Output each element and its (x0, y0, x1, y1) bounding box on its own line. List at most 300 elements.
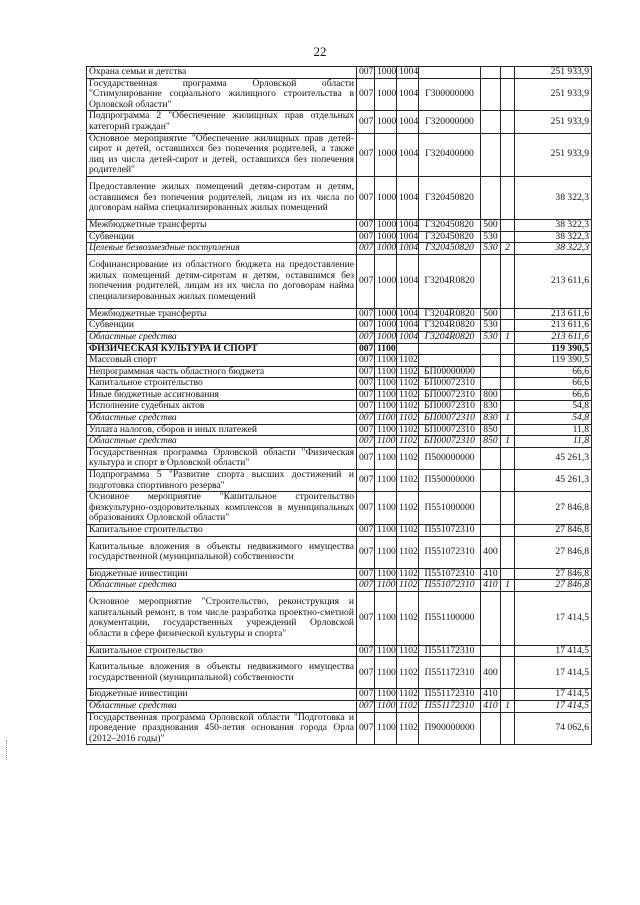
table-row (87, 645, 592, 657)
code-subsection (397, 343, 419, 355)
row-sum: 54,8 (515, 413, 592, 425)
code-source (501, 111, 515, 133)
code-expense-type (481, 176, 501, 219)
code-section: 1100 (375, 470, 397, 492)
code-target: БП00072310 (419, 401, 481, 413)
code-target: П900000000 (419, 712, 481, 745)
code-section: 1100 (375, 645, 397, 657)
table-row (87, 366, 592, 378)
code-target: П551072310 (419, 580, 481, 592)
code-subsection: 1102 (397, 591, 419, 645)
code-expense-type: 530 (481, 320, 501, 332)
row-sum: 251 933,9 (515, 67, 592, 79)
code-source (501, 389, 515, 401)
row-name: Массовый спорт (87, 355, 357, 367)
code-admin: 007 (357, 568, 375, 580)
code-expense-type: 500 (481, 308, 501, 320)
code-subsection: 1102 (397, 536, 419, 568)
code-section: 1100 (375, 366, 397, 378)
code-expense-type (481, 492, 501, 525)
code-target: П551000000 (419, 492, 481, 525)
code-section: 1100 (375, 447, 397, 469)
code-section: 1000 (375, 243, 397, 255)
code-source (501, 424, 515, 436)
code-source (501, 219, 515, 231)
row-name: Субвенции (87, 320, 357, 332)
table-row (87, 389, 592, 401)
code-subsection: 1102 (397, 447, 419, 469)
row-sum: 38 322,3 (515, 231, 592, 243)
code-target: БП00072310 (419, 436, 481, 448)
code-source (501, 401, 515, 413)
code-subsection: 1004 (397, 331, 419, 343)
code-source (501, 591, 515, 645)
code-section: 1100 (375, 525, 397, 537)
code-expense-type (481, 78, 501, 111)
row-name: Областные средства (87, 580, 357, 592)
code-section: 1100 (375, 712, 397, 745)
row-sum: 213 611,6 (515, 331, 592, 343)
code-subsection: 1004 (397, 219, 419, 231)
code-expense-type: 410 (481, 568, 501, 580)
row-name: Государственная программа Орловской области "Стимулирование социального жилищного строительства в Орловской области" (87, 78, 357, 111)
code-admin: 007 (357, 389, 375, 401)
code-admin: 007 (357, 700, 375, 712)
code-subsection: 1102 (397, 436, 419, 448)
code-subsection: 1102 (397, 389, 419, 401)
code-admin: 007 (357, 645, 375, 657)
code-target: БП00000000 (419, 366, 481, 378)
row-name: Бюджетные инвестиции (87, 689, 357, 701)
code-section: 1100 (375, 580, 397, 592)
code-admin: 007 (357, 308, 375, 320)
code-target: П551172310 (419, 689, 481, 701)
code-admin: 007 (357, 689, 375, 701)
code-section: 1100 (375, 689, 397, 701)
code-admin: 007 (357, 657, 375, 689)
table-row (87, 591, 592, 645)
code-expense-type (481, 67, 501, 79)
code-source (501, 657, 515, 689)
code-target: П551172310 (419, 645, 481, 657)
table-row (87, 413, 592, 425)
code-section: 1000 (375, 176, 397, 219)
code-expense-type (481, 591, 501, 645)
code-subsection: 1102 (397, 366, 419, 378)
row-sum: 66,6 (515, 378, 592, 390)
code-expense-type (481, 111, 501, 133)
code-target: Г320450820 (419, 231, 481, 243)
table-row (87, 308, 592, 320)
code-source: 1 (501, 436, 515, 448)
code-expense-type: 500 (481, 219, 501, 231)
code-expense-type (481, 355, 501, 367)
row-sum: 38 322,3 (515, 219, 592, 231)
code-admin: 007 (357, 331, 375, 343)
table-row (87, 219, 592, 231)
code-admin: 007 (357, 176, 375, 219)
code-source (501, 176, 515, 219)
budget-table (86, 66, 592, 745)
row-name: Основное мероприятие "Строительство, реконструкция и капитальный ремонт, в том числе разработка проектно-сметной документации, государственных учреждений Орловской области в сфере физической культуры и спорта" (87, 591, 357, 645)
code-admin: 007 (357, 254, 375, 308)
row-sum: 11,8 (515, 424, 592, 436)
code-admin: 007 (357, 591, 375, 645)
code-source (501, 536, 515, 568)
table-row (87, 343, 592, 355)
code-section: 1000 (375, 111, 397, 133)
code-subsection: 1102 (397, 378, 419, 390)
table-row (87, 67, 592, 79)
code-source: 1 (501, 331, 515, 343)
code-expense-type: 800 (481, 389, 501, 401)
code-target: П550000000 (419, 470, 481, 492)
code-section: 1000 (375, 133, 397, 176)
table-row (87, 355, 592, 367)
code-subsection: 1004 (397, 111, 419, 133)
code-source: 1 (501, 700, 515, 712)
code-source (501, 366, 515, 378)
row-sum: 74 062,6 (515, 712, 592, 745)
code-admin: 007 (357, 343, 375, 355)
code-subsection: 1102 (397, 413, 419, 425)
code-admin: 007 (357, 492, 375, 525)
code-target (419, 343, 481, 355)
row-sum: 11,8 (515, 436, 592, 448)
code-section: 1100 (375, 591, 397, 645)
code-subsection: 1004 (397, 78, 419, 111)
table-row (87, 492, 592, 525)
row-name: Подпрограмма 2 "Обеспечение жилищных прав отдельных категорий граждан" (87, 111, 357, 133)
table-row (87, 111, 592, 133)
code-section: 1000 (375, 331, 397, 343)
row-sum: 17 414,5 (515, 700, 592, 712)
table-row (87, 689, 592, 701)
margin-scan-marks (6, 740, 9, 760)
code-target: Г320000000 (419, 111, 481, 133)
code-source (501, 308, 515, 320)
code-subsection: 1004 (397, 176, 419, 219)
table-row (87, 436, 592, 448)
row-name: Бюджетные инвестиции (87, 568, 357, 580)
table-row (87, 231, 592, 243)
code-source (501, 355, 515, 367)
row-sum: 45 261,3 (515, 470, 592, 492)
code-source (501, 492, 515, 525)
code-expense-type: 850 (481, 424, 501, 436)
code-target: Г3204R0820 (419, 320, 481, 332)
code-section: 1100 (375, 343, 397, 355)
row-sum: 213 611,6 (515, 320, 592, 332)
code-subsection: 1102 (397, 700, 419, 712)
code-expense-type (481, 343, 501, 355)
row-sum: 27 846,8 (515, 536, 592, 568)
code-source (501, 254, 515, 308)
table-row (87, 133, 592, 176)
table-row (87, 525, 592, 537)
row-name: Подпрограмма 5 "Развитие спорта высших достижений и подготовка спортивного резерва" (87, 470, 357, 492)
row-sum: 66,6 (515, 389, 592, 401)
code-section: 1100 (375, 568, 397, 580)
row-name: Непрограммная часть областного бюджета (87, 366, 357, 378)
row-sum: 213 611,6 (515, 308, 592, 320)
row-name: Межбюджетные трансферты (87, 219, 357, 231)
code-subsection: 1102 (397, 689, 419, 701)
code-section: 1100 (375, 389, 397, 401)
code-source (501, 568, 515, 580)
code-admin: 007 (357, 243, 375, 255)
row-sum: 45 261,3 (515, 447, 592, 469)
code-expense-type: 410 (481, 700, 501, 712)
code-subsection: 1102 (397, 470, 419, 492)
row-name: Предоставление жилых помещений детям-сиротам и детям, оставшимся без попечения родителей, лицам из их числа по договорам найма специализированных жилых помещений (87, 176, 357, 219)
table-row (87, 378, 592, 390)
code-target: П551172310 (419, 700, 481, 712)
code-subsection: 1004 (397, 231, 419, 243)
row-sum: 213 611,6 (515, 254, 592, 308)
row-sum: 27 846,8 (515, 492, 592, 525)
row-sum: 66,6 (515, 366, 592, 378)
row-sum: 17 414,5 (515, 657, 592, 689)
row-sum: 27 846,8 (515, 580, 592, 592)
table-row (87, 176, 592, 219)
code-subsection: 1102 (397, 525, 419, 537)
row-name: Софинансирование из областного бюджета на предоставление жилых помещений детям-сиротам и детям, оставшимся без попечения родителей, лицам из их числа по договорам найма специализированных жилых помещений (87, 254, 357, 308)
code-target: П500000000 (419, 447, 481, 469)
code-target (419, 67, 481, 79)
row-sum: 38 322,3 (515, 243, 592, 255)
code-target: БП00072310 (419, 424, 481, 436)
table-row (87, 331, 592, 343)
code-source (501, 712, 515, 745)
row-sum: 54,8 (515, 401, 592, 413)
code-expense-type: 400 (481, 657, 501, 689)
code-source (501, 231, 515, 243)
row-sum: 119 390,5 (515, 355, 592, 367)
row-name: Основное мероприятие "Обеспечение жилищных прав детей-сирот и детей, оставшихся без попечения родителей, а также лиц из числа детей-сирот и детей, оставшихся без попечения родителей" (87, 133, 357, 176)
code-source: 1 (501, 580, 515, 592)
code-source (501, 525, 515, 537)
row-name: Исполнение судебных актов (87, 401, 357, 413)
code-target: Г320400000 (419, 133, 481, 176)
code-target: Г3204R0820 (419, 308, 481, 320)
code-source (501, 447, 515, 469)
code-section: 1000 (375, 78, 397, 111)
code-source (501, 78, 515, 111)
code-admin: 007 (357, 133, 375, 176)
row-name: Областные средства (87, 413, 357, 425)
table-row (87, 568, 592, 580)
code-admin: 007 (357, 447, 375, 469)
table-row (87, 78, 592, 111)
code-subsection: 1004 (397, 320, 419, 332)
table-row (87, 243, 592, 255)
code-target: П551072310 (419, 536, 481, 568)
code-subsection: 1004 (397, 133, 419, 176)
row-sum: 251 933,9 (515, 78, 592, 111)
row-name: Капитальное строительство (87, 645, 357, 657)
code-expense-type (481, 378, 501, 390)
code-expense-type (481, 470, 501, 492)
code-subsection: 1102 (397, 712, 419, 745)
row-sum: 251 933,9 (515, 133, 592, 176)
code-target: БП00072310 (419, 389, 481, 401)
code-subsection: 1004 (397, 67, 419, 79)
code-expense-type: 830 (481, 413, 501, 425)
code-admin: 007 (357, 470, 375, 492)
code-admin: 007 (357, 436, 375, 448)
code-target (419, 355, 481, 367)
code-subsection: 1004 (397, 254, 419, 308)
code-target: П551072310 (419, 525, 481, 537)
code-admin: 007 (357, 401, 375, 413)
code-section: 1000 (375, 219, 397, 231)
row-name: Капитальные вложения в объекты недвижимого имущества государственной (муниципальной) собственности (87, 657, 357, 689)
code-target: Г3204R0820 (419, 254, 481, 308)
code-admin: 007 (357, 320, 375, 332)
row-name: Субвенции (87, 231, 357, 243)
code-admin: 007 (357, 413, 375, 425)
code-admin: 007 (357, 231, 375, 243)
code-section: 1100 (375, 413, 397, 425)
row-name: Государственная программа Орловской области "Физическая культура и спорт в Орловской области" (87, 447, 357, 469)
code-source (501, 689, 515, 701)
code-section: 1100 (375, 536, 397, 568)
code-expense-type: 530 (481, 231, 501, 243)
code-source (501, 470, 515, 492)
code-target: П551172310 (419, 657, 481, 689)
code-target: Г320450820 (419, 176, 481, 219)
table-row (87, 447, 592, 469)
table-row (87, 536, 592, 568)
code-expense-type: 530 (481, 243, 501, 255)
code-source: 2 (501, 243, 515, 255)
row-sum: 17 414,5 (515, 645, 592, 657)
code-subsection: 1102 (397, 645, 419, 657)
row-name: Областные средства (87, 331, 357, 343)
code-target: П551072310 (419, 568, 481, 580)
code-admin: 007 (357, 366, 375, 378)
row-name: ФИЗИЧЕСКАЯ КУЛЬТУРА И СПОРТ (87, 343, 357, 355)
code-expense-type (481, 366, 501, 378)
code-target: БП00072310 (419, 378, 481, 390)
table-row (87, 700, 592, 712)
code-admin: 007 (357, 424, 375, 436)
code-expense-type: 410 (481, 580, 501, 592)
table-row (87, 401, 592, 413)
row-name: Межбюджетные трансферты (87, 308, 357, 320)
code-source (501, 320, 515, 332)
table-row (87, 580, 592, 592)
table-row (87, 712, 592, 745)
row-name: Уплата налогов, сборов и иных платежей (87, 424, 357, 436)
row-name: Охрана семьи и детства (87, 67, 357, 79)
code-expense-type: 850 (481, 436, 501, 448)
code-target: Г320450820 (419, 219, 481, 231)
row-sum: 119 390,5 (515, 343, 592, 355)
code-expense-type (481, 447, 501, 469)
row-name: Основное мероприятие "Капитальное строительство физкультурно-оздоровительных комплексов в муниципальных образованиях Орловской области" (87, 492, 357, 525)
code-section: 1100 (375, 700, 397, 712)
code-admin: 007 (357, 580, 375, 592)
code-target: Г3204R0820 (419, 331, 481, 343)
code-source (501, 67, 515, 79)
code-section: 1100 (375, 436, 397, 448)
row-name: Государственная программа Орловской области "Подготовка и проведение празднования 450-летия основания города Орла (2012–2016 годы)" (87, 712, 357, 745)
row-sum: 251 933,9 (515, 111, 592, 133)
code-section: 1100 (375, 657, 397, 689)
code-expense-type: 410 (481, 689, 501, 701)
code-section: 1100 (375, 492, 397, 525)
code-subsection: 1102 (397, 401, 419, 413)
row-name: Областные средства (87, 436, 357, 448)
code-admin: 007 (357, 712, 375, 745)
code-expense-type: 830 (481, 401, 501, 413)
code-section: 1100 (375, 424, 397, 436)
table-row (87, 470, 592, 492)
code-target: Г300000000 (419, 78, 481, 111)
code-expense-type (481, 254, 501, 308)
code-subsection: 1102 (397, 492, 419, 525)
table-row (87, 320, 592, 332)
code-admin: 007 (357, 111, 375, 133)
code-admin: 007 (357, 525, 375, 537)
code-subsection: 1004 (397, 308, 419, 320)
code-subsection: 1102 (397, 657, 419, 689)
code-section: 1000 (375, 67, 397, 79)
code-section: 1100 (375, 401, 397, 413)
page-number: 22 (313, 44, 327, 59)
code-subsection: 1102 (397, 580, 419, 592)
code-expense-type: 530 (481, 331, 501, 343)
code-subsection: 1102 (397, 424, 419, 436)
code-admin: 007 (357, 536, 375, 568)
code-source (501, 378, 515, 390)
code-admin: 007 (357, 219, 375, 231)
code-section: 1100 (375, 355, 397, 367)
code-source (501, 133, 515, 176)
code-section: 1100 (375, 378, 397, 390)
code-target: Г320450820 (419, 243, 481, 255)
row-sum: 27 846,8 (515, 525, 592, 537)
code-expense-type (481, 525, 501, 537)
code-section: 1000 (375, 308, 397, 320)
row-sum: 38 322,3 (515, 176, 592, 219)
code-section: 1000 (375, 320, 397, 332)
code-target: БП00072310 (419, 413, 481, 425)
row-sum: 17 414,5 (515, 689, 592, 701)
code-admin: 007 (357, 78, 375, 111)
code-expense-type: 400 (481, 536, 501, 568)
code-subsection: 1004 (397, 243, 419, 255)
code-subsection: 1102 (397, 568, 419, 580)
table-row (87, 254, 592, 308)
row-name: Целевые безвозмездные поступления (87, 243, 357, 255)
code-section: 1000 (375, 254, 397, 308)
code-admin: 007 (357, 67, 375, 79)
table-row (87, 657, 592, 689)
row-name: Областные средства (87, 700, 357, 712)
row-name: Капитальные вложения в объекты недвижимого имущества государственной (муниципальной) собственности (87, 536, 357, 568)
code-admin: 007 (357, 378, 375, 390)
code-subsection: 1102 (397, 355, 419, 367)
row-name: Капитальное строительство (87, 378, 357, 390)
code-admin: 007 (357, 355, 375, 367)
row-sum: 27 846,8 (515, 568, 592, 580)
code-section: 1000 (375, 231, 397, 243)
code-source: 1 (501, 413, 515, 425)
row-sum: 17 414,5 (515, 591, 592, 645)
